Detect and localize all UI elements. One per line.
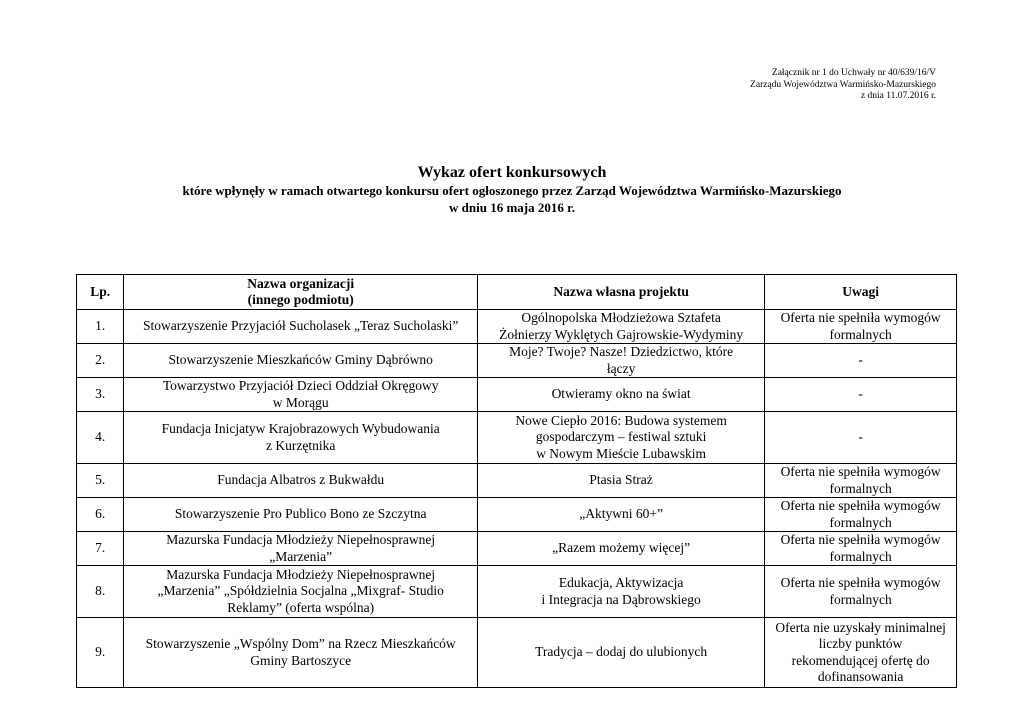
cell-project-line: „Razem możemy więcej” — [552, 540, 691, 556]
cell-notes-line: formalnych — [829, 326, 892, 342]
cell-notes — [765, 566, 957, 618]
cell-organization-line: z Kurzętnika — [266, 437, 336, 453]
header-organization — [124, 275, 478, 310]
cell-project-line: Nowe Ciepło 2016: Budowa systemem — [515, 412, 727, 428]
cell-notes-line: - — [858, 352, 863, 368]
cell-notes — [765, 532, 957, 566]
cell-notes-line: rekomendującej ofertę do — [791, 652, 930, 668]
header-notes: Uwagi — [765, 275, 957, 310]
cell-organization-line: Gminy Bartoszyce — [250, 652, 352, 668]
cell-organization — [124, 378, 478, 412]
cell-organization — [124, 532, 478, 566]
cell-lp: 3. — [77, 378, 124, 412]
cell-notes-line: formalnych — [829, 480, 892, 496]
cell-project-line: Otwieramy okno na świat — [551, 386, 691, 402]
table-body — [77, 310, 957, 688]
table-row — [77, 310, 957, 344]
cell-project — [478, 412, 765, 464]
cell-organization-line: w Morągu — [272, 394, 329, 410]
header-organization-line1: Nazwa organizacji — [247, 275, 355, 291]
cell-notes — [765, 498, 957, 532]
cell-lp: 5. — [77, 464, 124, 498]
cell-lp: 8. — [77, 566, 124, 618]
cell-organization-line: Stowarzyszenie Przyjaciół Sucholasek „Teraz Sucholaski” — [142, 318, 459, 334]
table-row — [77, 412, 957, 464]
table-header-row — [77, 275, 957, 310]
cell-project-line: Moje? Twoje? Nasze! Dziedzictwo, które — [509, 344, 734, 359]
cell-project — [478, 344, 765, 378]
cell-notes — [765, 464, 957, 498]
cell-organization — [124, 412, 478, 464]
cell-lp: 6. — [77, 498, 124, 532]
attachment-note-line1: Załącznik nr 1 do Uchwały nr 40/639/16/V — [771, 68, 936, 78]
cell-organization-line: Stowarzyszenie Pro Publico Bono ze Szczytna — [174, 506, 427, 522]
cell-organization — [124, 566, 478, 618]
cell-notes-line: Oferta nie spełniła wymogów — [780, 464, 941, 479]
cell-project-line: Żołnierzy Wyklętych Gajrowskie-Wydyminy — [499, 326, 744, 342]
cell-project-line: Tradycja – dodaj do ulubionych — [535, 644, 708, 660]
cell-project — [478, 618, 765, 688]
attachment-note-line3: z dnia 11.07.2016 r. — [860, 91, 936, 101]
cell-notes — [765, 618, 957, 688]
cell-organization — [124, 618, 478, 688]
cell-organization — [124, 498, 478, 532]
cell-lp: 9. — [77, 618, 124, 688]
cell-organization-line: Reklamy” (oferta wspólna) — [227, 599, 375, 615]
title-block — [0, 164, 1024, 216]
cell-organization-line: Stowarzyszenie Mieszkańców Gminy Dąbrówno — [168, 352, 433, 368]
cell-project-line: Ptasia Straż — [589, 472, 653, 488]
attachment-note — [616, 68, 936, 103]
cell-notes — [765, 310, 957, 344]
header-organization-line2: (innego podmiotu) — [247, 292, 354, 307]
cell-organization-line: „Marzenia” „Spółdzielnia Socjalna „Mixgraf- Studio — [157, 583, 444, 599]
table-row — [77, 378, 957, 412]
cell-notes-line: Oferta nie uzyskały minimalnej — [775, 619, 946, 635]
cell-organization — [124, 344, 478, 378]
cell-notes-line: Oferta nie spełniła wymogów — [780, 498, 941, 513]
cell-notes — [765, 378, 957, 412]
cell-project — [478, 464, 765, 498]
cell-notes-line: Oferta nie spełniła wymogów — [780, 532, 941, 547]
cell-lp: 1. — [77, 310, 124, 344]
document-date-line: w dniu 16 maja 2016 r. — [449, 200, 575, 215]
cell-project-line: „Aktywni 60+” — [579, 506, 663, 522]
cell-project-line: Edukacja, Aktywizacja — [558, 575, 684, 590]
cell-organization — [124, 464, 478, 498]
cell-project — [478, 566, 765, 618]
document-title: Wykaz ofert konkursowych — [417, 164, 607, 181]
header-project: Nazwa własna projektu — [478, 275, 765, 310]
cell-project-line: łączy — [606, 360, 636, 376]
cell-project-line: Ogólnopolska Młodzieżowa Sztafeta — [521, 310, 721, 325]
attachment-note-line2: Zarządu Województwa Warmińsko-Mazurskiego — [750, 79, 936, 90]
cell-notes-line: dofinansowania — [817, 669, 904, 684]
table-row — [77, 464, 957, 498]
cell-notes-line: Oferta nie spełniła wymogów — [780, 575, 941, 590]
header-lp: Lp. — [77, 275, 124, 310]
cell-project — [478, 310, 765, 344]
table-row — [77, 344, 957, 378]
cell-project-line: w Nowym Mieście Lubawskim — [536, 445, 707, 461]
cell-notes-line: formalnych — [829, 514, 892, 530]
cell-organization-line: Stowarzyszenie „Wspólny Dom” na Rzecz Mieszkańców — [145, 636, 456, 651]
cell-notes-line: Oferta nie spełniła wymogów — [780, 310, 941, 325]
cell-lp: 4. — [77, 412, 124, 464]
cell-project — [478, 532, 765, 566]
table-row — [77, 566, 957, 618]
cell-notes — [765, 412, 957, 464]
cell-project-line: i Integracja na Dąbrowskiego — [541, 591, 701, 607]
cell-project — [478, 378, 765, 412]
cell-notes-line: liczby punktów — [818, 636, 903, 651]
cell-organization-line: Mazurska Fundacja Młodzieży Niepełnosprawnej — [166, 532, 436, 547]
document-subtitle: które wpłynęły w ramach otwartego konkursu ofert ogłoszonego przez Zarząd Województwa Warmińsko-Mazurskiego — [182, 183, 842, 198]
table-row — [77, 498, 957, 532]
cell-organization — [124, 310, 478, 344]
cell-project-line: gospodarczym – festiwal sztuki — [535, 429, 707, 445]
cell-notes-line: formalnych — [829, 548, 892, 564]
cell-notes-line: formalnych — [829, 591, 892, 607]
table-row — [77, 618, 957, 688]
offers-table — [76, 274, 957, 688]
cell-lp: 7. — [77, 532, 124, 566]
cell-notes-line: - — [858, 386, 863, 402]
cell-organization-line: Fundacja Albatros z Bukwałdu — [217, 472, 385, 488]
cell-organization-line: Towarzystwo Przyjaciół Dzieci Oddział Okręgowy — [162, 378, 439, 393]
cell-organization-line: Fundacja Inicjatyw Krajobrazowych Wybudowania — [161, 421, 440, 436]
cell-notes-line: - — [858, 429, 863, 445]
cell-organization-line: Mazurska Fundacja Młodzieży Niepełnosprawnej — [166, 566, 436, 582]
cell-organization-line: „Marzenia” — [269, 548, 333, 564]
table-row — [77, 532, 957, 566]
cell-project — [478, 498, 765, 532]
cell-notes — [765, 344, 957, 378]
cell-lp: 2. — [77, 344, 124, 378]
